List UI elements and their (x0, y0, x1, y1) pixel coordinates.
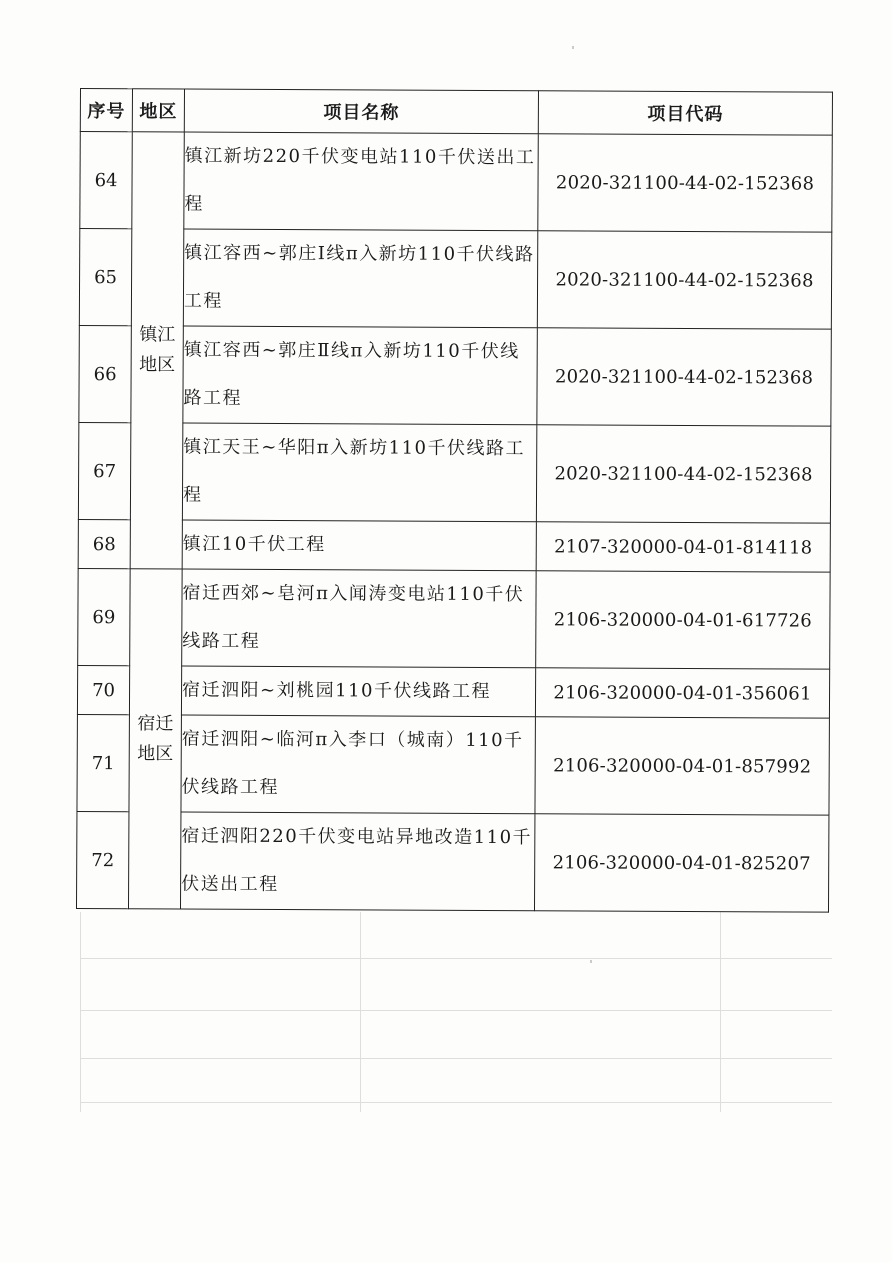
table-row (79, 325, 831, 426)
project-name: 宿迁泗阳220千伏变电站异地改造110千伏送出工程 (180, 812, 534, 911)
row-number: 65 (79, 229, 131, 326)
project-code: 2020-321100-44-02-152368 (538, 134, 832, 232)
table-row (77, 714, 829, 815)
header-no: 序号 (80, 89, 132, 132)
project-code: 2107-320000-04-01-814118 (536, 522, 830, 572)
project-name: 镇江天王~华阳π入新坊110千伏线路工程 (182, 423, 536, 522)
project-name: 镇江容西~郭庄Ⅱ线π入新坊110千伏线路工程 (183, 326, 537, 425)
row-number: 68 (78, 519, 130, 568)
project-code: 2020-321100-44-02-152368 (536, 425, 830, 523)
project-name: 宿迁泗阳~临河π入李口（城南）110千伏线路工程 (181, 715, 535, 814)
region-cell (130, 132, 184, 569)
header-code: 项目代码 (538, 91, 832, 135)
scan-speck (572, 46, 574, 49)
region-label: 宿迁地区 (137, 712, 174, 764)
row-number: 70 (77, 665, 129, 714)
project-code: 2020-321100-44-02-152368 (537, 231, 831, 329)
table-header-row (80, 89, 832, 136)
table-row (78, 519, 830, 572)
bleed-through-lines (80, 912, 832, 1132)
row-number: 66 (79, 325, 131, 422)
row-number: 71 (77, 714, 129, 811)
project-code: 2020-321100-44-02-152368 (537, 328, 831, 426)
project-name: 镇江容西~郭庄Ⅰ线π入新坊110千伏线路工程 (183, 229, 537, 328)
region-label: 镇江地区 (139, 324, 176, 376)
scan-speck (590, 960, 592, 963)
project-name: 镇江新坊220千伏变电站110千伏送出工程 (184, 132, 538, 231)
region-cell (128, 569, 182, 909)
table-row (78, 422, 830, 523)
row-number: 64 (80, 132, 132, 229)
row-number: 67 (78, 422, 130, 519)
project-code: 2106-320000-04-01-356061 (535, 668, 829, 718)
table-row (80, 132, 832, 233)
table-row (76, 811, 828, 912)
table-row (77, 665, 829, 718)
row-number: 69 (78, 568, 130, 665)
project-table (76, 88, 833, 913)
project-code: 2106-320000-04-01-857992 (535, 717, 829, 815)
table-row (79, 229, 831, 330)
header-region: 地区 (132, 89, 184, 132)
project-name: 镇江10千伏工程 (182, 520, 536, 571)
table-row (78, 568, 830, 669)
project-code: 2106-320000-04-01-825207 (534, 814, 828, 912)
project-name: 宿迁西郊~皂河π入闻涛变电站110千伏线路工程 (182, 569, 536, 668)
project-name: 宿迁泗阳~刘桃园110千伏线路工程 (181, 666, 535, 717)
row-number: 72 (76, 811, 128, 908)
header-name: 项目名称 (184, 89, 538, 134)
project-code: 2106-320000-04-01-617726 (536, 571, 830, 669)
